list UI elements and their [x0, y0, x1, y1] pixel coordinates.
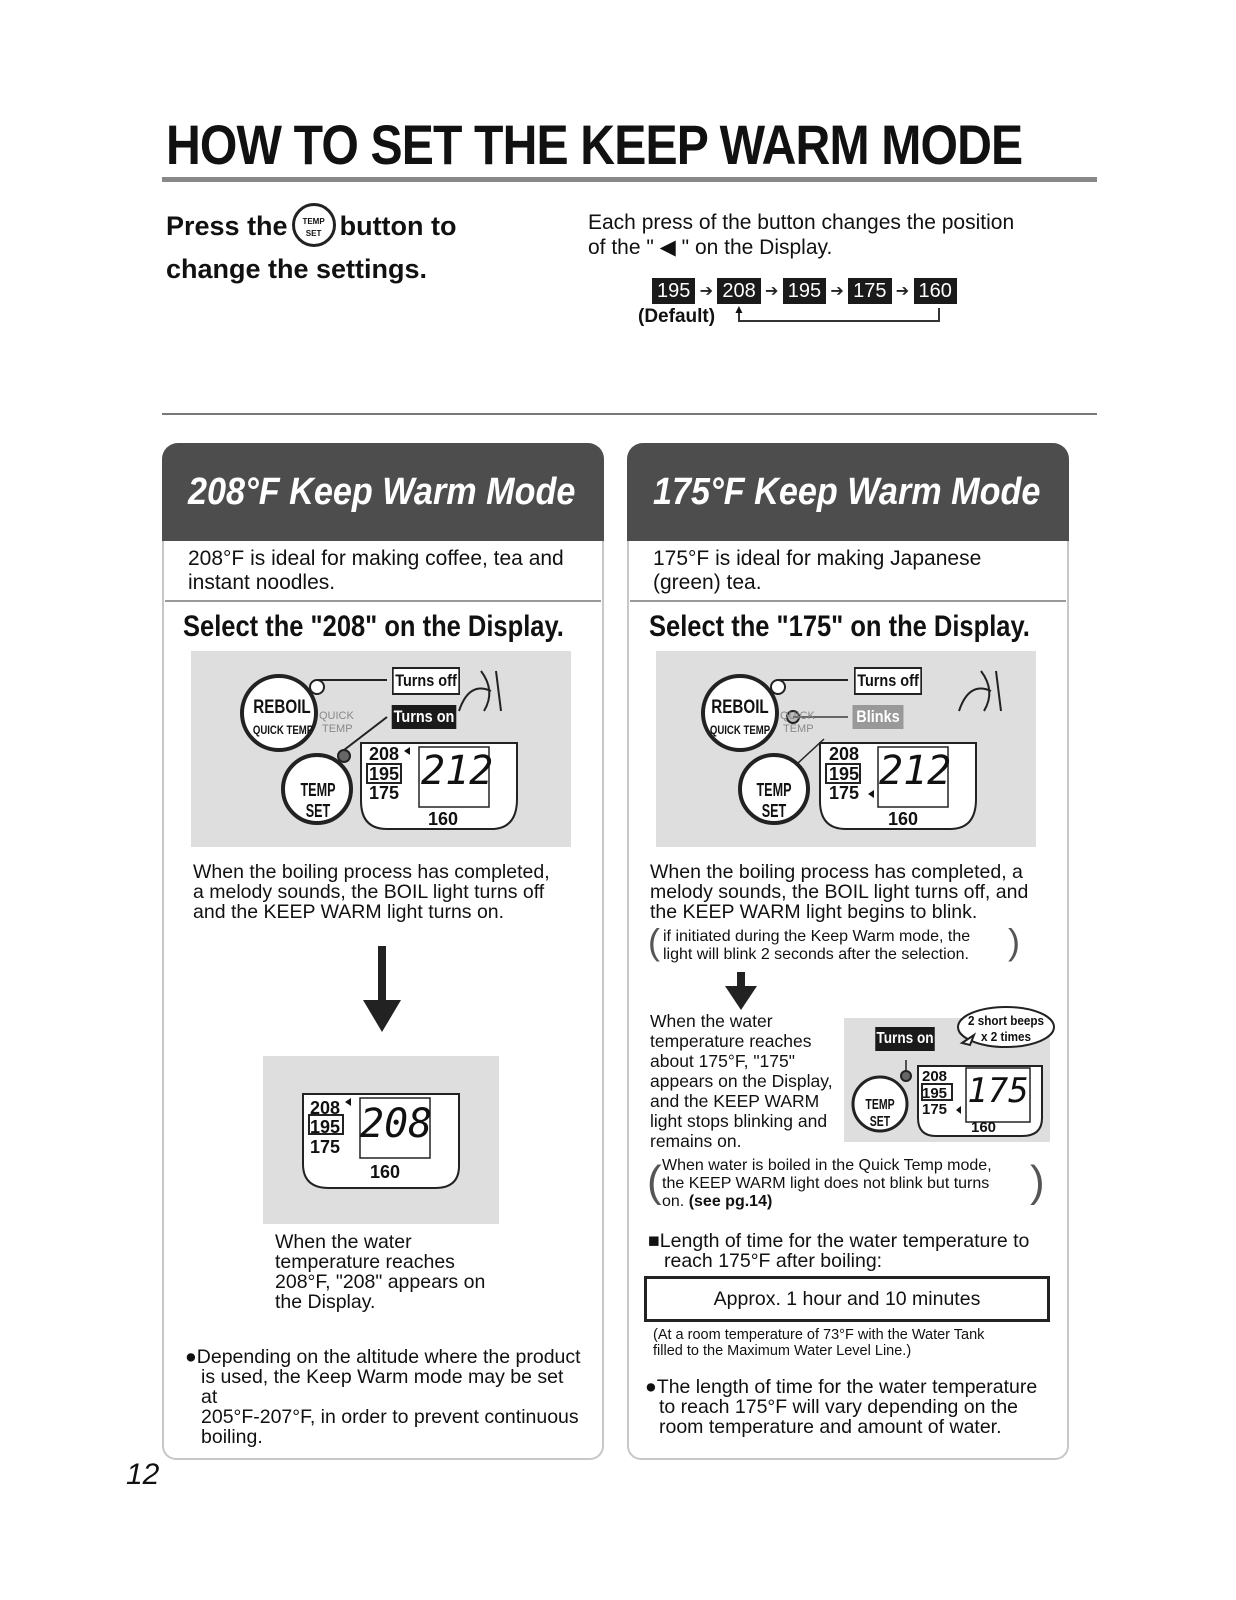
quick-small-label: QUICK — [780, 710, 815, 722]
text-line: is used, the Keep Warm mode may be set at — [201, 1366, 564, 1408]
temp-set-button-icon: TEMP SET — [292, 203, 336, 247]
each-press-line2: of the " ◀ " on the Display. — [588, 236, 833, 259]
desc-line: (green) tea. — [653, 571, 762, 594]
text-line: temperature reaches — [650, 1031, 812, 1051]
turns-on-tag: Turns on — [875, 1027, 935, 1051]
paren-left: ( — [647, 1157, 662, 1206]
default-label: (Default) — [638, 306, 716, 327]
text-line: When the boiling process has completed, — [193, 861, 550, 883]
seq-item: 175 — [848, 278, 891, 304]
level-208: 208 — [369, 744, 400, 764]
reboil-label: REBOIL — [253, 697, 311, 718]
room-temp-note — [653, 1327, 1053, 1359]
loop-arrow-icon — [738, 308, 940, 322]
altitude-note — [185, 1347, 585, 1447]
level-160: 160 — [428, 809, 459, 829]
text-line: 205°F-207°F, in order to prevent continuous — [201, 1406, 579, 1428]
text-line: ●The length of time for the water temperature — [645, 1376, 1038, 1398]
text-line: the KEEP WARM light does not blink but turns — [662, 1175, 990, 1192]
temp-set-label: TEMP SET — [865, 1096, 895, 1130]
blink-note — [663, 928, 1023, 964]
setting-sequence — [652, 278, 957, 304]
quick-temp-label: QUICK TEMP — [709, 723, 771, 737]
length-text — [648, 1231, 1058, 1271]
page-number: 12 — [126, 1458, 160, 1491]
press-after: button to — [339, 211, 457, 242]
panel-208-heading: 208°F Keep Warm Mode — [188, 471, 576, 513]
beeps-line1: 2 short beeps — [967, 1013, 1045, 1028]
beep-bubble-icon — [952, 1003, 1056, 1053]
desc-line: instant noodles. — [188, 571, 336, 594]
vary-note — [645, 1377, 1055, 1437]
completed-text-208 — [193, 862, 573, 922]
level-195: 195 — [310, 1117, 341, 1137]
text-line: room temperature and amount of water. — [659, 1416, 1002, 1438]
text-line: light will blink 2 seconds after the selection. — [663, 946, 969, 963]
paren-right: ) — [1030, 1157, 1045, 1206]
text-line: and the KEEP WARM light turns on. — [193, 901, 505, 923]
seq-item: 195 — [783, 278, 826, 304]
page-title: HOW TO SET THE KEEP WARM MODE — [166, 113, 1023, 176]
blinks-tag: Blinks — [853, 705, 904, 729]
panel-175-header — [627, 443, 1069, 541]
section-divider — [162, 413, 1097, 415]
title-rule — [162, 177, 1097, 182]
boil-light-icon — [771, 680, 785, 694]
text-line: the KEEP WARM light begins to blink. — [650, 901, 978, 923]
text-line: 208°F, "208" appears on — [275, 1271, 486, 1293]
paren-right: ) — [1008, 921, 1020, 962]
text-line: When the boiling process has completed, a — [650, 861, 1023, 883]
quick-temp-note — [662, 1157, 1034, 1211]
temp-set-label: TEMP SET — [300, 780, 336, 821]
seq-item: 195 — [652, 278, 695, 304]
level-175: 175 — [829, 783, 860, 803]
level-208: 208 — [310, 1098, 341, 1118]
text-line: if initiated during the Keep Warm mode, the — [663, 928, 971, 945]
text-line: about 175°F, "175" — [650, 1051, 795, 1071]
text-line: boiling. — [201, 1426, 263, 1448]
reaches-text-208 — [275, 1232, 515, 1312]
approx-time-box: Approx. 1 hour and 10 minutes — [644, 1276, 1050, 1322]
panel-175-desc — [653, 547, 1053, 595]
panel-175-rule — [630, 600, 1066, 602]
level-195: 195 — [369, 764, 400, 784]
level-160: 160 — [888, 809, 919, 829]
arrow-right-icon: ➔ — [699, 283, 714, 300]
temp-small-label: TEMP — [322, 723, 353, 735]
quick-small-label: QUICK — [319, 710, 354, 722]
turns-off-tag: Turns off — [854, 667, 922, 695]
text-line: reach 175°F after boiling: — [664, 1250, 883, 1272]
arrow-right-icon: ➔ — [765, 283, 779, 300]
desc-line: 175°F is ideal for making Japanese — [653, 547, 982, 570]
level-175: 175 — [369, 783, 400, 803]
lcd-readout: 175 — [967, 1071, 1029, 1111]
text-line: remains on. — [650, 1131, 742, 1151]
panel-175-heading: 175°F Keep Warm Mode — [653, 471, 1041, 513]
arrow-up-icon: ▲ — [733, 302, 745, 316]
text-line: When the water — [650, 1011, 773, 1031]
level-208: 208 — [829, 744, 860, 764]
lcd-readout: 212 — [879, 748, 952, 794]
text-line — [662, 1193, 1034, 1211]
arrow-right-icon: ➔ — [895, 283, 910, 300]
seq-item: 160 — [914, 278, 957, 304]
panel-175-select: Select the "175" on the Display. — [649, 610, 1030, 643]
level-195: 195 — [829, 764, 860, 784]
text-line: When the water — [275, 1231, 412, 1253]
beeps-line2: x 2 times — [980, 1029, 1032, 1044]
press-before: Press the — [166, 211, 288, 242]
level-208: 208 — [922, 1068, 948, 1085]
desc-line: 208°F is ideal for making coffee, tea and — [188, 547, 564, 570]
turns-on-tag: Turns on — [392, 705, 457, 729]
level-195: 195 — [922, 1085, 948, 1102]
level-160: 160 — [971, 1119, 997, 1136]
text-line: melody sounds, the BOIL light turns off, and — [650, 881, 1029, 903]
level-175: 175 — [922, 1101, 948, 1118]
temp-set-label: TEMP SET — [756, 780, 792, 821]
each-press-line1: Each press of the button changes the position — [588, 211, 1015, 234]
turns-off-tag: Turns off — [392, 667, 460, 695]
lcd-readout: 212 — [421, 748, 494, 794]
text-line: and the KEEP WARM — [650, 1091, 820, 1111]
level-160: 160 — [370, 1162, 401, 1182]
level-175: 175 — [310, 1137, 341, 1157]
reboil-label: REBOIL — [711, 697, 769, 718]
text-line: light stops blinking and — [650, 1111, 828, 1131]
text-line: the Display. — [275, 1291, 376, 1313]
quick-temp-label: QUICK TEMP — [252, 723, 314, 737]
panel-208-rule — [165, 600, 601, 602]
text-line: ●Depending on the altitude where the product — [185, 1346, 581, 1368]
reaches-text-175 — [650, 1011, 845, 1151]
quick-line3: on. — [662, 1193, 685, 1210]
temp-small-label: TEMP — [783, 723, 814, 735]
text-line: When water is boiled in the Quick Temp mode, — [662, 1157, 992, 1174]
text-line: to reach 175°F will vary depending on the — [659, 1396, 1019, 1418]
press-instruction — [166, 206, 457, 288]
panel-208-header — [162, 443, 604, 541]
keep-warm-light-icon — [338, 750, 350, 762]
panel-208-desc — [188, 547, 588, 595]
text-line: filled to the Maximum Water Level Line.) — [653, 1343, 912, 1359]
text-line: a melody sounds, the BOIL light turns off — [193, 881, 545, 903]
seq-item: 208 — [717, 278, 760, 304]
arrow-right-icon: ➔ — [830, 283, 844, 300]
arrow-down-icon — [361, 946, 403, 1032]
panel-208-select: Select the "208" on the Display. — [183, 610, 564, 643]
see-page-link[interactable]: (see pg.14) — [688, 1193, 773, 1210]
lcd-readout: 208 — [360, 1101, 433, 1147]
boil-light-icon — [310, 680, 324, 694]
paren-left: ( — [648, 921, 660, 962]
each-press-text — [588, 210, 1058, 260]
arrow-down-icon — [723, 972, 759, 1010]
text-line: temperature reaches — [275, 1251, 455, 1273]
completed-text-175 — [650, 862, 1050, 922]
text-line: appears on the Display, — [650, 1071, 833, 1091]
keep-warm-light-icon — [901, 1071, 911, 1081]
text-line: ■Length of time for the water temperature to — [648, 1230, 1030, 1252]
press-line2: change the settings. — [166, 254, 428, 284]
text-line: (At a room temperature of 73°F with the Water Tank — [653, 1327, 985, 1343]
